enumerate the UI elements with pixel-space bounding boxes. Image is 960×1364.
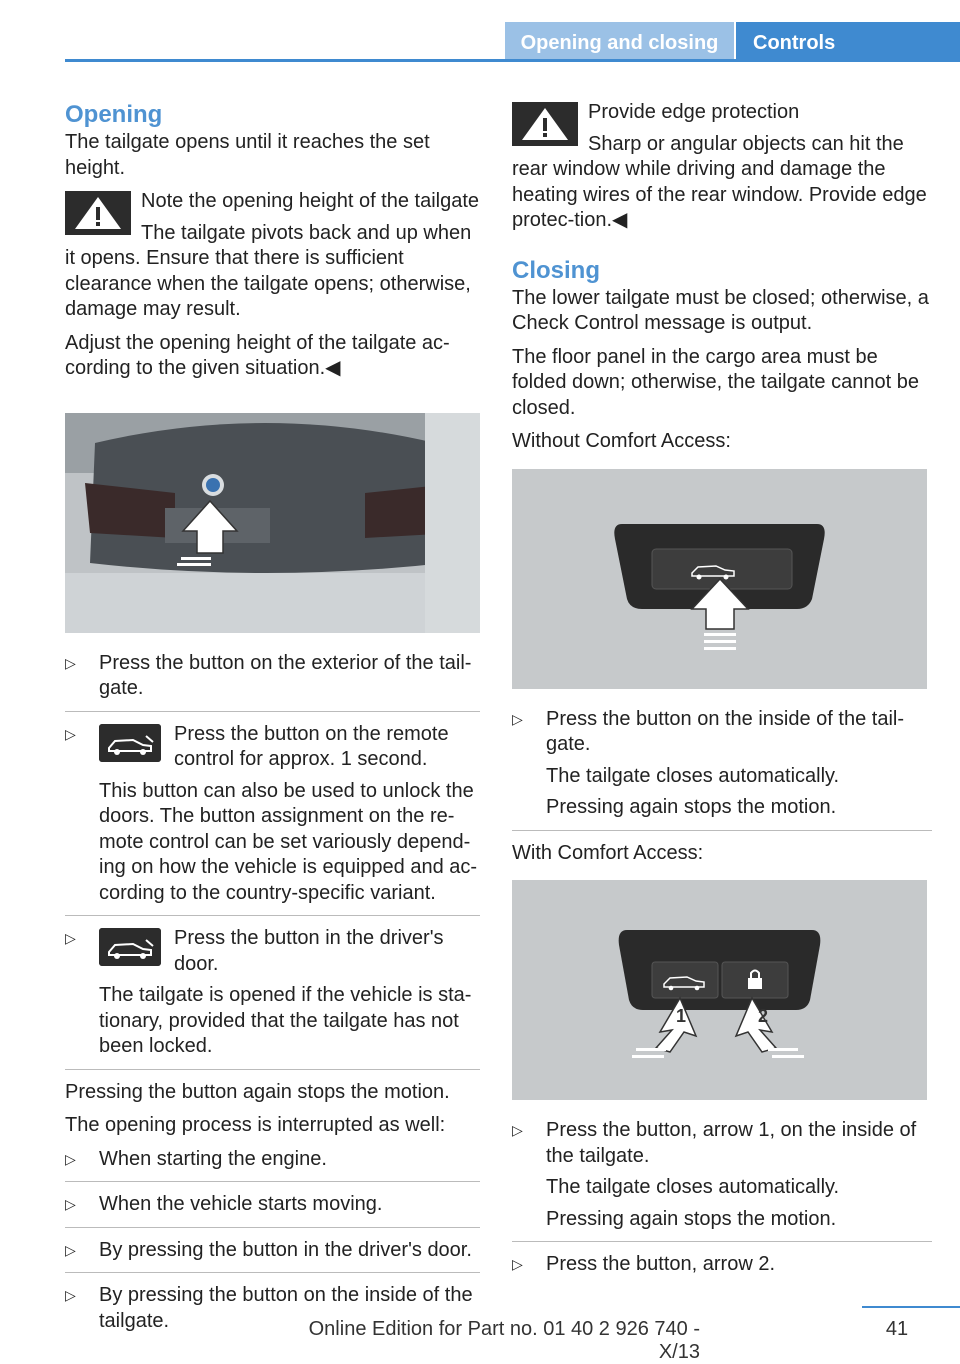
without-comfort-list xyxy=(512,707,932,827)
tailgate-exterior-photo xyxy=(65,413,480,633)
warning-block xyxy=(65,189,480,323)
bullet-triangle: ▷ xyxy=(65,1196,76,1212)
list-item-text: Press the button in the driver's door. xyxy=(174,927,444,975)
warning-title: Provide edge protection xyxy=(588,101,800,123)
bullet-triangle: ▷ xyxy=(65,1150,76,1167)
with-comfort-list xyxy=(512,1118,932,1278)
list-item xyxy=(512,707,932,827)
bullet-triangle: ▷ xyxy=(512,710,523,727)
list-item-line: Pressing again stops the motion. xyxy=(546,1207,837,1230)
list-item-extra: This button can also be used to unlock the doors. The button assignment on the re‐mote control can be set variously depend‐ing on how the vehicle is equipped and ac‐cording to the country-specific variant. xyxy=(99,779,478,904)
page-number: 41 xyxy=(885,1318,909,1340)
bullet-triangle: ▷ xyxy=(512,1122,523,1138)
closing-p2: The floor panel in the cargo area must be folded down; otherwise, the tailgate cannot be closed. xyxy=(512,345,919,419)
list-item-line: The tailgate closes automatically. xyxy=(546,1176,840,1198)
list-rule xyxy=(65,1227,480,1228)
arrow-label-2: 2 xyxy=(758,1006,769,1026)
warning-body: The tailgate pivots back and up when it opens. Ensure that there is sufficient clearance when the tailgate opens; otherwise, damage may result. xyxy=(65,221,472,320)
with-comfort-label: With Comfort Access: xyxy=(512,841,704,864)
list-item xyxy=(65,651,480,708)
arrow-label-1: 1 xyxy=(676,1006,687,1026)
chapter-tab[interactable]: Controls xyxy=(736,22,960,62)
list-item-text: By pressing the button in the driver's door. xyxy=(99,1238,472,1261)
warning-extra: Adjust the opening height of the tailgate ac‐cording to the given situation.◀ xyxy=(65,331,450,379)
comfort-buttons-photo xyxy=(512,880,927,1100)
list-rule xyxy=(512,1241,932,1242)
bullet-triangle: ▷ xyxy=(512,1256,523,1272)
interrupt-text: The opening process is interrupted as well: xyxy=(65,1114,446,1136)
list-item-text: By pressing the button on the inside of the tailgate. xyxy=(99,1284,473,1332)
warning-block xyxy=(512,100,932,234)
list-item xyxy=(65,1238,480,1270)
list-item-text: When the vehicle starts moving. xyxy=(99,1193,383,1215)
list-item-text: When starting the engine. xyxy=(99,1147,327,1170)
list-item xyxy=(65,722,480,913)
warning-body: Sharp or angular objects can hit the rear window while driving and damage the heating wires of the rear window. Provide edge protec‐tion.◀ xyxy=(512,132,927,231)
list-item xyxy=(65,1192,480,1224)
warning-icon xyxy=(512,102,578,146)
list-item xyxy=(65,926,480,1066)
bullet-triangle: ▷ xyxy=(65,930,76,946)
door-key-row xyxy=(99,926,480,977)
list-item xyxy=(65,1147,480,1179)
list-item-text: Press the button on the remote control for approx. 1 second. xyxy=(174,722,449,770)
tailgate-car-icon xyxy=(99,724,161,762)
stops-text: Pressing the button again stops the motion. xyxy=(65,1080,450,1103)
list-rule xyxy=(65,711,480,712)
remote-key-row xyxy=(99,722,480,773)
list-item-text: Press the button on the exterior of the tail‐gate. xyxy=(99,651,472,699)
section-tab[interactable]: Opening and closing xyxy=(505,22,734,62)
list-item xyxy=(512,1118,932,1238)
header-rule xyxy=(65,59,960,62)
opening-intro: The tailgate opens until it reaches the set height. xyxy=(65,131,430,179)
list-rule xyxy=(65,1181,480,1182)
bullet-triangle: ▷ xyxy=(65,1241,76,1258)
list-rule xyxy=(512,830,932,831)
edition-text: Online Edition for Part no. 01 40 2 926 740 - X/13 xyxy=(308,1318,700,1363)
list-item-text: Press the button on the inside of the tail‐gate. xyxy=(546,707,904,755)
opening-methods-list xyxy=(65,651,480,1066)
bullet-triangle: ▷ xyxy=(65,654,76,671)
closing-p1: The lower tailgate must be closed; otherwise, a Check Control message is output. xyxy=(512,286,929,334)
footer-rule xyxy=(862,1306,960,1308)
list-rule xyxy=(65,1272,480,1273)
warning-icon xyxy=(65,191,131,235)
list-rule xyxy=(65,1069,480,1070)
list-item-line: Pressing again stops the motion. xyxy=(546,796,837,818)
left-column xyxy=(65,100,480,1342)
interrupt-list xyxy=(65,1147,480,1335)
without-comfort-label: Without Comfort Access: xyxy=(512,430,731,452)
warning-title: Note the opening height of the tailgate xyxy=(141,190,480,212)
right-column xyxy=(512,100,932,1286)
bullet-triangle: ▷ xyxy=(65,725,76,742)
list-rule xyxy=(65,915,480,916)
tailgate-car-icon xyxy=(99,928,161,966)
list-item xyxy=(512,1252,932,1278)
opening-heading: Opening xyxy=(65,101,163,128)
closing-heading: Closing xyxy=(512,256,600,284)
list-item-text: Press the button, arrow 1, on the inside of the tailgate. xyxy=(546,1119,917,1167)
inside-button-photo xyxy=(512,469,927,689)
page-header xyxy=(0,22,960,62)
bullet-triangle: ▷ xyxy=(65,1287,76,1303)
list-item-text: Press the button, arrow 2. xyxy=(546,1253,776,1275)
list-item-extra: The tailgate is opened if the vehicle is sta‐tionary, provided that the tailgate has not been locked. xyxy=(99,984,472,1057)
list-item-line: The tailgate closes automatically. xyxy=(546,764,840,787)
